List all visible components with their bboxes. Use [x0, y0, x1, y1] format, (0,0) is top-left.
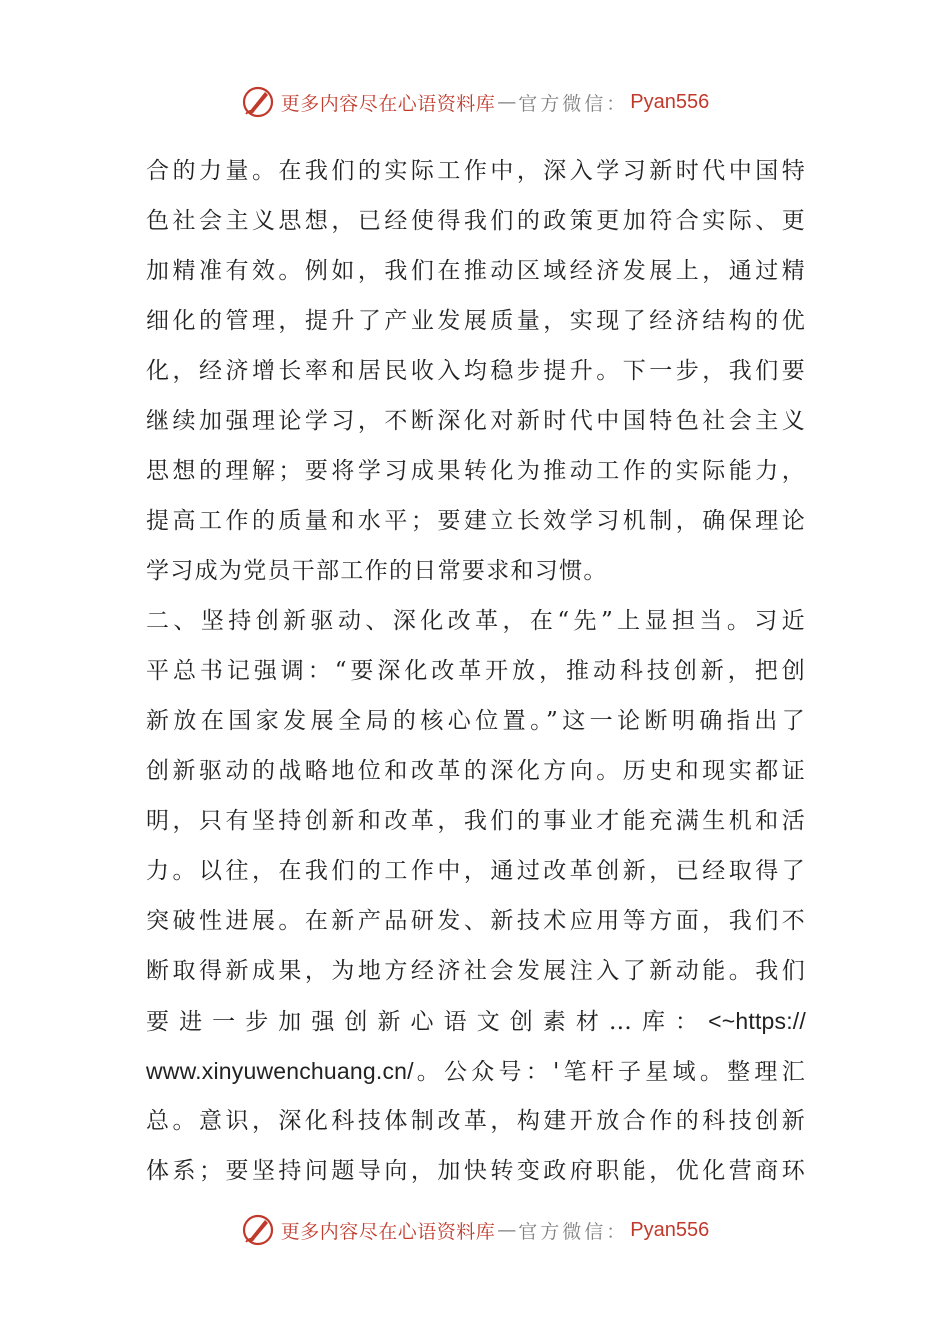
line-text: 。公众号：'笔杆子星域。整理汇 [413, 1059, 806, 1085]
document-body [146, 150, 806, 1200]
quill-logo-icon [241, 85, 275, 119]
text-line: 提高工作的质量和水平；要建立长效学习机制，确保理论 [146, 508, 806, 534]
header-banner [0, 82, 950, 122]
source-url-link[interactable]: www.xinyuwenchuang.cn/ [146, 1058, 414, 1084]
text-line: 化，经济增长率和居民收入均稳步提升。下一步，我们要 [146, 358, 806, 384]
wechat-id: Pyan556 [630, 1218, 710, 1241]
wechat-label: 官方微信： [518, 1220, 629, 1243]
text-line: 合的力量。在我们的实际工作中，深入学习新时代中国特 [146, 158, 806, 184]
banner-dash: — [497, 91, 517, 113]
text-line: 力。以往，在我们的工作中，通过改革创新，已经取得了 [146, 858, 806, 884]
wechat-id: Pyan556 [630, 90, 710, 113]
wechat-label: 官方微信： [518, 92, 629, 115]
banner-slogan: 更多内容尽在心语资料库 [280, 1220, 496, 1243]
text-line: 明，只有坚持创新和改革，我们的事业才能充满生机和活 [146, 808, 806, 834]
text-line: 色社会主义思想，已经使得我们的政策更加符合实际、更 [146, 208, 806, 234]
text-line: 平总书记强调：“要深化改革开放，推动科技创新，把创 [146, 658, 806, 684]
text-line: 体系；要坚持问题导向，加快转变政府职能，优化营商环 [146, 1158, 806, 1184]
text-line: 总。意识，深化科技体制改革，构建开放合作的科技创新 [146, 1108, 806, 1134]
text-line: 断取得新成果，为地方经济社会发展注入了新动能。我们 [146, 958, 806, 984]
banner-slogan: 更多内容尽在心语资料库 [280, 92, 496, 115]
text-line: 创新驱动的战略地位和改革的深化方向。历史和现实都证 [146, 758, 806, 784]
text-line-with-url [146, 1050, 806, 1100]
text-line: 新放在国家发展全局的核心位置。”这一论断明确指出了 [146, 708, 806, 734]
text-line: 学习成为党员干部工作的日常要求和习惯。 [146, 558, 608, 584]
source-url-part: <~https:// [708, 1008, 806, 1034]
section-heading-line: 二、坚持创新驱动、深化改革，在“先”上显担当。习近 [146, 608, 806, 634]
text-line: 继续加强理论学习，不断深化对新时代中国特色社会主义 [146, 408, 806, 434]
text-line: 思想的理解；要将学习成果转化为推动工作的实际能力， [146, 458, 806, 484]
banner-dash: — [497, 1219, 517, 1241]
quill-logo-icon [241, 1213, 275, 1247]
text-line: 突破性进展。在新产品研发、新技术应用等方面，我们不 [146, 908, 806, 934]
line-text: 要进一步加强创新心语文创素材…库： [146, 1009, 709, 1035]
text-line-with-url [146, 1000, 806, 1050]
text-line: 细化的管理，提升了产业发展质量，实现了经济结构的优 [146, 308, 806, 334]
footer-banner [0, 1210, 950, 1250]
text-line: 加精准有效。例如，我们在推动区域经济发展上，通过精 [146, 258, 806, 284]
